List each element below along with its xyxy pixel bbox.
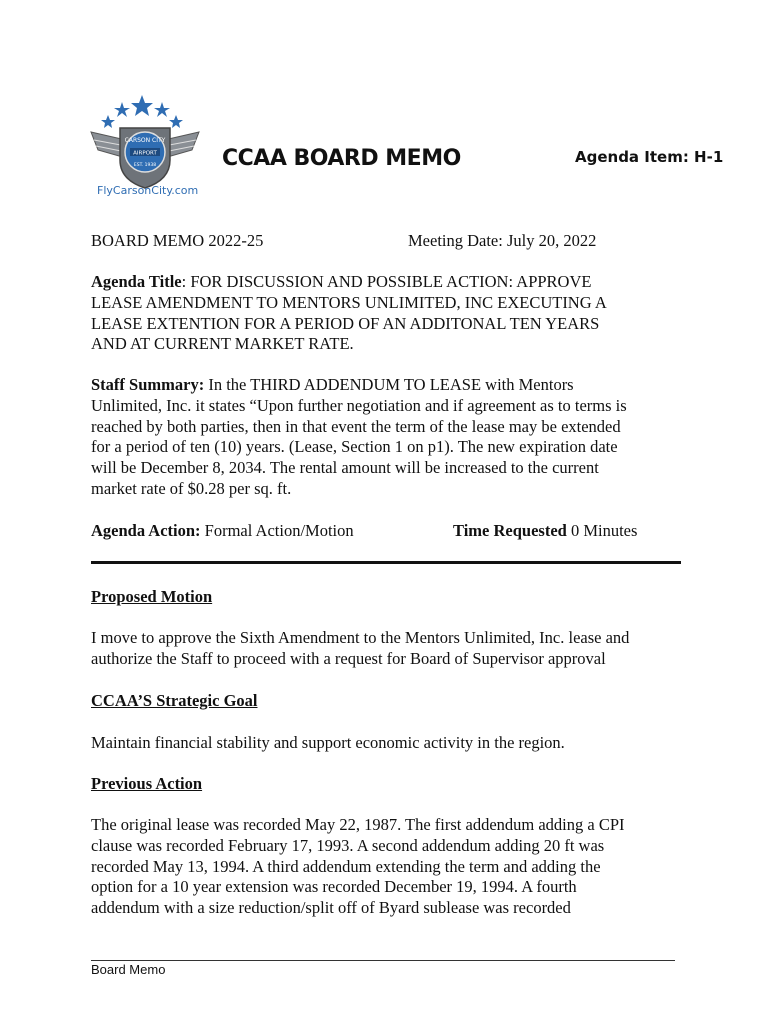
star-icon [131, 95, 153, 116]
footer-divider [91, 960, 675, 961]
section-divider [91, 561, 681, 564]
meeting-date: Meeting Date: July 20, 2022 [408, 231, 597, 250]
footer-label: Board Memo [91, 962, 166, 977]
star-icon [169, 115, 183, 128]
proposed-motion-heading: Proposed Motion [91, 587, 213, 606]
strategic-goal-text: Maintain financial stability and support economic activity in the region. [91, 733, 565, 752]
board-memo-number: BOARD MEMO 2022-25 [91, 231, 264, 250]
memo-title: CCAA BOARD MEMO [222, 146, 461, 171]
star-icon [114, 102, 130, 117]
star-icon [154, 102, 170, 117]
svg-text:AIRPORT: AIRPORT [133, 150, 157, 157]
svg-text:CARSON CITY: CARSON CITY [124, 137, 166, 144]
previous-action-text: The original lease was recorded May 22, 1987. The first addendum adding a CPI clause was recorded February 17, 1993. A second addendum adding 20 ft was recorded May 13, 1994. A third addendum extending the term and adding the option for a 10 year extension was recorded December 19, 1994. A fourth addendum with a size reduction/split off of Byard sublease was recorded [91, 815, 625, 918]
agenda-item: Agenda Item: H-1 [575, 148, 724, 166]
agenda-action: Agenda Action: Formal Action/Motion [91, 521, 354, 540]
agenda-title-label: Agenda Title [91, 272, 182, 291]
staff-summary-section: Staff Summary: In the THIRD ADDENDUM TO LEASE with Mentors Unlimited, Inc. it states “Upon further negotiation and if agreement as to terms is reached by both parties, then in that event the term of the lease may be extended for a period of ten (10) years. (Lease, Section 1 on p1). The new expiration date will be December 8, 2034. The rental amount will be increased to the current market rate of $0.28 per sq. ft. [91, 375, 627, 498]
previous-action-heading: Previous Action [91, 774, 203, 793]
proposed-motion-text: I move to approve the Sixth Amendment to the Mentors Unlimited, Inc. lease and authorize the Staff to proceed with a request for Board of Supervisor approval [91, 628, 630, 668]
agenda-title-section: Agenda Title: FOR DISCUSSION AND POSSIBLE ACTION: APPROVE LEASE AMENDMENT TO MENTORS UNLIMITED, INC EXECUTING A LEASE EXTENTION FOR A PERIOD OF AN ADDITONAL TEN YEARS AND AT CURRENT MARKET RATE. [91, 272, 607, 354]
time-requested: Time Requested 0 Minutes [453, 521, 638, 540]
strategic-goal-heading: CCAA’S Strategic Goal [91, 691, 258, 710]
svg-text:EST. 1938: EST. 1938 [133, 163, 157, 168]
logo-caption: FlyCarsonCity.com [97, 184, 199, 197]
staff-summary-label: Staff Summary: [91, 375, 205, 394]
star-icon [101, 115, 115, 128]
